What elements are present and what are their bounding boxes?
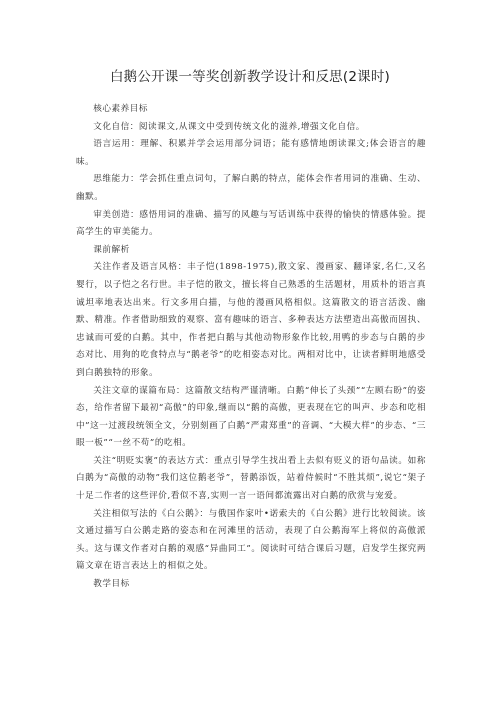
body-paragraph: 语言运用：理解、积累并学会运用部分词语；能有感情地朗读课文;体会语言的趣味。 (76, 139, 426, 167)
section-heading: 课前解析 (93, 244, 130, 255)
body-paragraph: 关注作者及语言风格：丰子恺(1898-1975),散文家、漫画家、翻译家,名仁,又名婴行，以子恺之名行世。丰子恺的散文，擅长将自己熟悉的生活题材，用质朴的语言真诚坦率地表达出来。行文多用白描，与他的漫画风格相似。这篇散文的语言活泼、幽默、精准。作者借助细致的观察、富有趣味的语言、多种表达方法塑造出高傲而固执、忠诚而可爱的白鹅。其中，作者把白鹅与其他动物形象作比较,用鸭的步态与白鹅的步态对比、用狗的吃食特点与“鹅老爷”的吃相姿态对比。两相对比中，让读者鲜明地感受到白鹅独特的形象。 (76, 262, 426, 378)
body-paragraph: 审美创造：感悟用词的准确、描写的风趣与写话训练中获得的愉快的情感体验。提高学生的审美能力。 (76, 209, 426, 238)
body-paragraph: 关注文章的谋篇布局：这篇散文结构严谨清晰。白鹅“伸长了头颈”“左顾右盼”的姿态，给作者留下最初“高傲”的印象,继而以“鹅的高傲，更表现在它的叫声、步态和吃相中”这一过渡段统领全文，分别刻画了白鹅“严肃郑重”的音调、“大模大样”的步态、“三眼一板”“一丝不苟”的吃相。 (76, 385, 426, 449)
document-body (76, 101, 426, 594)
section-heading: 教学目标 (93, 579, 130, 590)
page-title: 白鹅公开课一等奖创新教学设计和反思(2课时) (109, 69, 391, 85)
body-paragraph: 关注相似写法的《白公鹅》：与俄国作家叶•诺索夫的《白公鹅》进行比较阅读。该文通过描写白公鹅走路的姿态和在河滩里的活动，表现了白公鹅海军上将似的高傲派头。这与课文作者对白鹅的观感“异曲同工”。阅读时可结合课后习题，启发学生探究两篇文章在语言表达上的相似之处。 (76, 508, 426, 572)
section-heading: 核心素养目标 (93, 104, 149, 114)
body-paragraph: 关注“明贬实褒”的表达方式：重点引导学生找出看上去似有贬义的语句品读。如称白鹅为“高傲的动物”我们这位鹅老爷”，替鹅添饭，站着侍候时“不胜其烦”,说它“架子十足二作者的这些评价,看似不喜,实则一言一语间都流露出对白鹅的欣赏与宠爱。 (76, 455, 426, 502)
body-paragraph: 思维能力：学会抓住重点词句，了解白鹅的特点，能体会作者用词的准确、生动、幽默。 (76, 174, 426, 202)
body-paragraph: 文化自信：阅读课文,从课文中受到传统文化的滋养,增强文化自信。 (93, 121, 365, 132)
